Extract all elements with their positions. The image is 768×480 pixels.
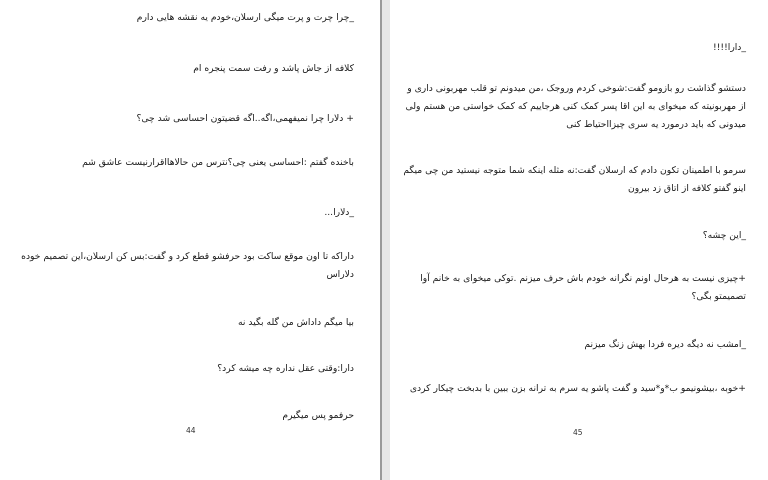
left-paragraph-6: داراکه تا اون موقع ساکت بود حرفشو قطع کرد و گفت:بس کن ارسلان،این تصمیم خوده دلاراس [21, 251, 354, 280]
left-paragraph-2: کلافه از جاش پاشد و رفت سمت پنجره ام [193, 63, 354, 74]
left-page [0, 0, 380, 480]
left-paragraph-7: بیا میگم داداش من گله بگید نه [237, 317, 354, 328]
left-paragraph-8: دارا:وقتی عقل نداره چه میشه کرد؟ [217, 363, 354, 374]
left-paragraph-5: _دلارا... [324, 207, 354, 218]
left-paragraph-1: _چرا چرت و پرت میگی ارسلان،خودم یه نقشه هایی دارم [136, 12, 354, 23]
right-paragraph-4: _این چشه؟ [702, 230, 746, 241]
right-paragraph-3: سرمو با اطمینان تکون دادم که ارسلان گفت:نه مثله اینکه شما متوجه نیستید من چی میگم اینو گفتو کلافه از اتاق زد بیرون [403, 165, 746, 194]
right-paragraph-2: دستشو گذاشت رو بازومو گفت:شوخی کردم وروجک ،من میدونم تو قلب مهربونی داری و از مهربونیته که میخوای به این اقا پسر کمک کنی هرجاییم که کمک خواستی من هستم ولی میدونی که باید درمورد یه سری چیزااحتیاط کنی [405, 83, 746, 130]
left-paragraph-3: + دلارا چرا نمیفهمی،اگه..اگه قضیتون احساسی شد چی؟ [136, 113, 354, 124]
left-paragraph-9: حرفمو پس میگیرم [282, 410, 354, 421]
right-paragraph-1: _دارا!!!! [713, 42, 746, 53]
page-gutter [382, 0, 390, 480]
right-page-number: 45 [573, 428, 583, 437]
right-page [390, 0, 768, 480]
right-paragraph-5: +چیزی نیست به هرحال اونم نگرانه خودم باش حرف میزنم .توکی میخوای به خانم آوا تصمیمتو بگی؟ [420, 273, 746, 302]
left-paragraph-4: باخنده گفتم :احساسی یعنی چی؟نترس من حالاهااقرارنیست عاشق شم [82, 157, 354, 168]
right-paragraph-6: _امشب نه دیگه دیره فردا بهش زنگ میزنم [584, 339, 746, 350]
right-paragraph-7: +خوبه ،بیشونیمو ب*و*سید و گفت پاشو یه سرم به ترانه بزن ببین با بدبخت چیکار کردی [409, 383, 746, 394]
left-page-number: 44 [186, 426, 196, 435]
